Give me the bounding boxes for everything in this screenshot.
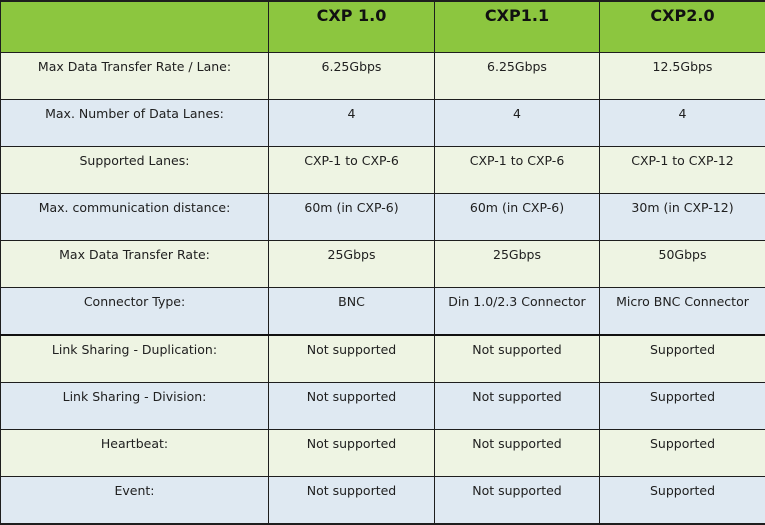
header-corner bbox=[1, 1, 269, 53]
table-cell: Supported bbox=[600, 477, 765, 525]
table-cell: Not supported bbox=[435, 335, 600, 383]
row-label: Heartbeat: bbox=[1, 430, 269, 477]
row-label: Link Sharing - Duplication: bbox=[1, 335, 269, 383]
table-cell: 6.25Gbps bbox=[269, 53, 435, 100]
table-cell: 60m (in CXP-6) bbox=[435, 194, 600, 241]
table-row bbox=[1, 100, 765, 147]
header-cxp-1-0: CXP 1.0 bbox=[269, 1, 435, 53]
row-label: Event: bbox=[1, 477, 269, 525]
table-row bbox=[1, 53, 765, 100]
table-row bbox=[1, 147, 765, 194]
table-cell: BNC bbox=[269, 288, 435, 336]
table-cell: Not supported bbox=[435, 430, 600, 477]
table-cell: Supported bbox=[600, 383, 765, 430]
table-cell: CXP-1 to CXP-6 bbox=[435, 147, 600, 194]
table-cell: 25Gbps bbox=[269, 241, 435, 288]
table-cell: Supported bbox=[600, 430, 765, 477]
table-row bbox=[1, 288, 765, 336]
table-cell: 6.25Gbps bbox=[435, 53, 600, 100]
table-cell: 30m (in CXP-12) bbox=[600, 194, 765, 241]
table-row bbox=[1, 335, 765, 383]
table-cell: Micro BNC Connector bbox=[600, 288, 765, 336]
table-cell: Not supported bbox=[269, 430, 435, 477]
table-row bbox=[1, 477, 765, 525]
table-cell: 4 bbox=[269, 100, 435, 147]
table-row bbox=[1, 383, 765, 430]
table-cell: Din 1.0/2.3 Connector bbox=[435, 288, 600, 336]
header-cxp-2-0: CXP2.0 bbox=[600, 1, 765, 53]
table-row bbox=[1, 430, 765, 477]
table-cell: 4 bbox=[435, 100, 600, 147]
header-row bbox=[1, 1, 765, 53]
table-cell: Supported bbox=[600, 335, 765, 383]
table-cell: Not supported bbox=[435, 477, 600, 525]
row-label: Max Data Transfer Rate / Lane: bbox=[1, 53, 269, 100]
table-cell: Not supported bbox=[435, 383, 600, 430]
table-cell: Not supported bbox=[269, 383, 435, 430]
table-cell: 50Gbps bbox=[600, 241, 765, 288]
row-label: Link Sharing - Division: bbox=[1, 383, 269, 430]
table-row bbox=[1, 241, 765, 288]
row-label: Max. communication distance: bbox=[1, 194, 269, 241]
table-cell: 25Gbps bbox=[435, 241, 600, 288]
row-label: Connector Type: bbox=[1, 288, 269, 336]
header-cxp-1-1: CXP1.1 bbox=[435, 1, 600, 53]
table-cell: 4 bbox=[600, 100, 765, 147]
table-cell: CXP-1 to CXP-6 bbox=[269, 147, 435, 194]
table-row bbox=[1, 194, 765, 241]
table-cell: Not supported bbox=[269, 477, 435, 525]
row-label: Max. Number of Data Lanes: bbox=[1, 100, 269, 147]
table-cell: 12.5Gbps bbox=[600, 53, 765, 100]
table-cell: CXP-1 to CXP-12 bbox=[600, 147, 765, 194]
row-label: Max Data Transfer Rate: bbox=[1, 241, 269, 288]
table-cell: 60m (in CXP-6) bbox=[269, 194, 435, 241]
row-label: Supported Lanes: bbox=[1, 147, 269, 194]
table-cell: Not supported bbox=[269, 335, 435, 383]
